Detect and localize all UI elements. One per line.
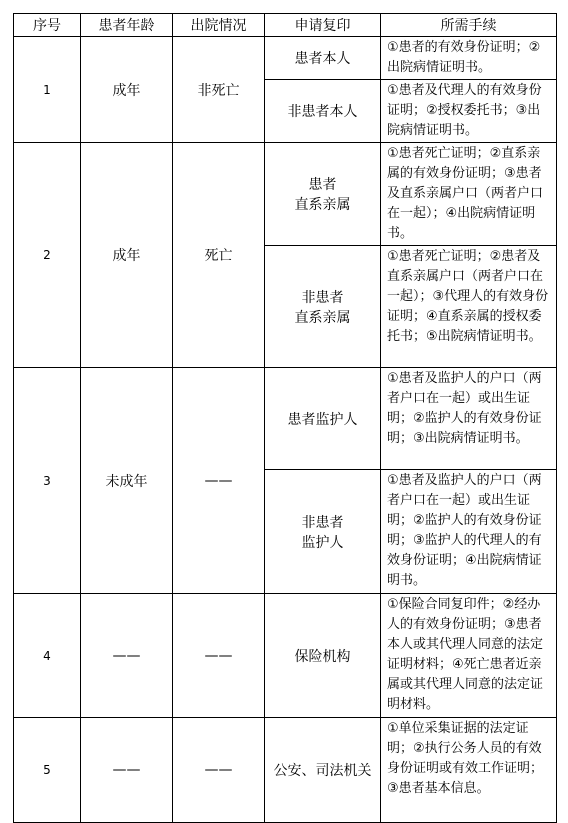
- required-documents: ①保险合同复印件；②经办人的有效身份证明；③患者本人或其代理人同意的法定证明材料；④死亡患者近亲属或其代理人同意的法定证明材料。: [381, 594, 557, 718]
- required-documents: ①患者及代理人的有效身份证明；②授权委托书；③出院病情证明书。: [381, 80, 557, 143]
- patient-age: ——: [81, 718, 173, 823]
- patient-age: ——: [81, 594, 173, 718]
- header-index: 序号: [14, 14, 81, 37]
- header-applicant: 申请复印: [265, 14, 381, 37]
- header-age: 患者年龄: [81, 14, 173, 37]
- discharge-status: ——: [173, 718, 265, 823]
- patient-age: 未成年: [81, 368, 173, 594]
- applicant: 非患者 直系亲属: [265, 246, 381, 368]
- table-row: [14, 37, 557, 80]
- table-row: [14, 594, 557, 718]
- required-documents: ①患者及监护人的户口（两者户口在一起）或出生证明；②监护人的有效身份证明；③出院病情证明书。: [381, 368, 557, 470]
- required-documents: ①单位采集证据的法定证明；②执行公务人员的有效身份证明或有效工作证明；③患者基本信息。: [381, 718, 557, 823]
- discharge-status: 非死亡: [173, 37, 265, 143]
- table-header-row: [14, 14, 557, 37]
- applicant: 保险机构: [265, 594, 381, 718]
- row-index: 1: [14, 37, 81, 143]
- table-row: [14, 718, 557, 823]
- required-documents: ①患者死亡证明；②患者及直系亲属户口（两者户口在一起）；③代理人的有效身份证明；④直系亲属的授权委托书；⑤出院病情证明书。: [381, 246, 557, 368]
- discharge-status: 死亡: [173, 143, 265, 368]
- copy-requirements-table: [13, 13, 557, 823]
- table-row: [14, 143, 557, 246]
- required-documents: ①患者死亡证明；②直系亲属的有效身份证明；③患者及直系亲属户口（两者户口在一起）；④出院病情证明书。: [381, 143, 557, 246]
- discharge-status: ——: [173, 594, 265, 718]
- header-discharge-status: 出院情况: [173, 14, 265, 37]
- applicant: 非患者 监护人: [265, 470, 381, 594]
- applicant: 公安、司法机关: [265, 718, 381, 823]
- header-required-documents: 所需手续: [381, 14, 557, 37]
- applicant: 患者本人: [265, 37, 381, 80]
- row-index: 5: [14, 718, 81, 823]
- discharge-status: ——: [173, 368, 265, 594]
- row-index: 4: [14, 594, 81, 718]
- applicant: 患者 直系亲属: [265, 143, 381, 246]
- table-row: [14, 368, 557, 470]
- patient-age: 成年: [81, 143, 173, 368]
- row-index: 2: [14, 143, 81, 368]
- applicant: 患者监护人: [265, 368, 381, 470]
- required-documents: ①患者的有效身份证明；②出院病情证明书。: [381, 37, 557, 80]
- patient-age: 成年: [81, 37, 173, 143]
- applicant: 非患者本人: [265, 80, 381, 143]
- row-index: 3: [14, 368, 81, 594]
- required-documents: ①患者及监护人的户口（两者户口在一起）或出生证明；②监护人的有效身份证明；③监护人的代理人的有效身份证明；④出院病情证明书。: [381, 470, 557, 594]
